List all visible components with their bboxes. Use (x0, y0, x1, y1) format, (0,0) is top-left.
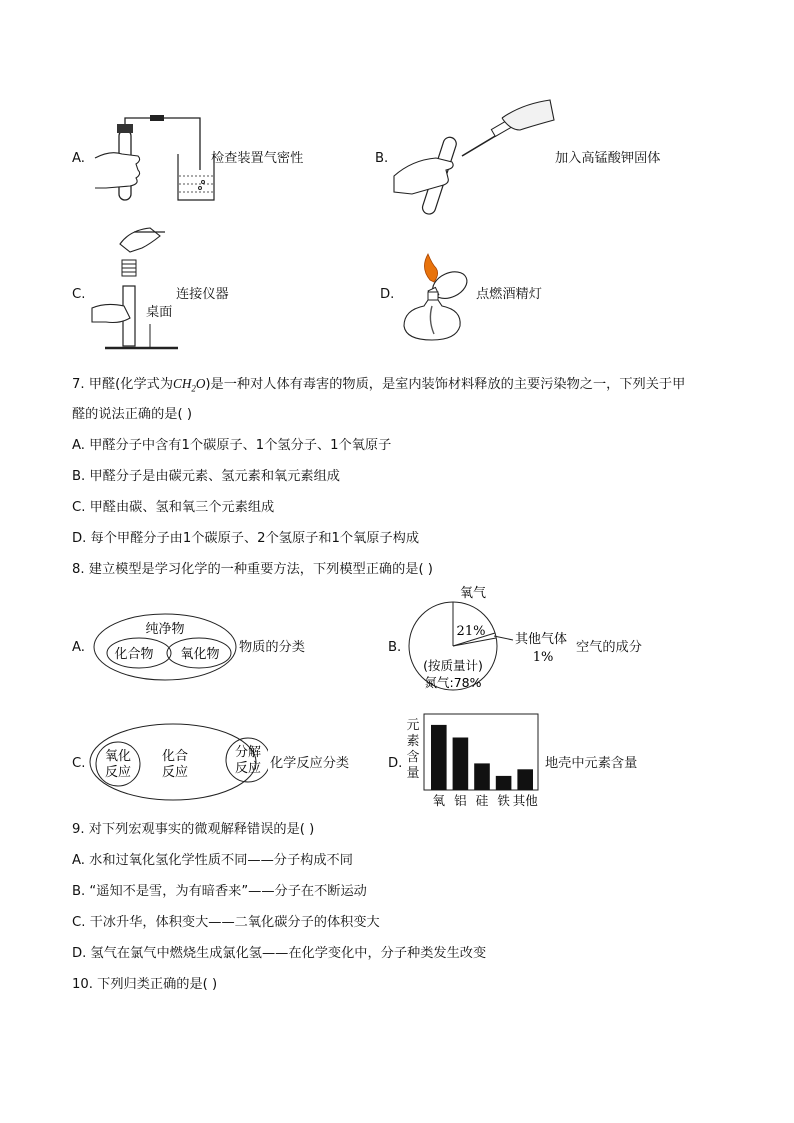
x-tick-label: 铝 (454, 793, 467, 808)
crust-element-bar-chart (422, 712, 542, 810)
ylabel-char: 含 (406, 750, 420, 765)
option-caption: 地壳中元素含量 (545, 756, 638, 771)
option-letter: C. (72, 287, 86, 302)
add-potassium-permanganate-figure (392, 96, 557, 220)
ylabel-char: 元 (406, 718, 420, 733)
option-b: B. “遥知不是雪，为有暗香来”——分子在不断运动 (72, 884, 367, 899)
formula-end: O (195, 376, 206, 391)
option-caption: 加入高锰酸钾固体 (555, 151, 661, 166)
formula-main: CH (173, 376, 192, 391)
ylabel-char: 量 (406, 766, 420, 781)
option-caption: 化学反应分类 (270, 756, 350, 771)
option-b: B. 甲醛分子是由碳元素、氢元素和氧元素组成 (72, 469, 340, 484)
question-stem-line2: 醛的说法正确的是( ) (72, 407, 192, 422)
option-letter: C. (72, 756, 86, 771)
bar-0 (431, 725, 447, 790)
option-letter: A. (72, 151, 85, 166)
option-c: C. 干冰升华，体积变大——二氧化碳分子的体积变大 (72, 915, 380, 930)
option-caption: 连接仪器 (176, 287, 229, 302)
option-letter: D. (388, 756, 403, 771)
x-tick-label: 其他 (512, 793, 538, 808)
x-tick-label: 铁 (497, 793, 510, 808)
bar-2 (474, 763, 490, 790)
decomposition-label-1: 分解 (234, 745, 262, 760)
mass-note: (按质量计) (423, 658, 483, 673)
decomposition-label-2: 反应 (234, 761, 262, 776)
option-d: D. 每个甲醛分子由1个碳原子、2个氢原子和1个氧原子构成 (72, 531, 420, 546)
other-gas-percent: 1% (532, 650, 554, 665)
option-caption: 点燃酒精灯 (476, 287, 542, 302)
option-letter: B. (375, 151, 389, 166)
option-a: A. 甲醛分子中含有1个碳原子、1个氢分子、1个氧原子 (72, 438, 392, 453)
question-stem: 8. 建立模型是学习化学的一种重要方法，下列模型正确的是( ) (72, 562, 433, 577)
alcohol-lamp-figure (398, 250, 478, 346)
outer-label: 纯净物 (145, 622, 185, 637)
combination-label-2: 反应 (161, 765, 189, 780)
bar-4 (517, 769, 533, 790)
question-stem-line1 (72, 375, 685, 398)
stem-text: 7. 甲醛(化学式为 (72, 377, 174, 392)
substance-classification-diagram (92, 612, 238, 682)
oxygen-label: 氧气 (459, 586, 487, 601)
question-10-stem: 10. 下列归类正确的是( ) (72, 977, 218, 992)
left-label: 化合物 (114, 647, 154, 662)
option-letter: B. (388, 640, 402, 655)
x-tick-label: 氧 (432, 793, 446, 808)
question-stem: 9. 对下列宏观事实的微观解释错误的是( ) (72, 822, 315, 837)
ylabel-char: 素 (406, 734, 420, 749)
oxygen-percent: 21% (456, 624, 486, 639)
option-letter: D. (380, 287, 395, 302)
option-caption: 物质的分类 (239, 640, 305, 655)
option-letter: A. (72, 640, 85, 655)
gas-tightness-apparatus-figure (90, 108, 220, 204)
stem-text: )是一种对人体有毒害的物质，是室内装饰材料释放的主要污染物之一，下列关于甲 (205, 377, 686, 392)
table-label: 桌面 (146, 305, 173, 320)
air-composition-pie (405, 580, 575, 700)
bar-1 (453, 738, 469, 791)
oxidation-label-2: 反应 (104, 765, 132, 780)
option-d: D. 氢气在氯气中燃烧生成氯化氢——在化学变化中，分子种类发生改变 (72, 946, 487, 961)
option-caption: 检查装置气密性 (211, 151, 304, 166)
other-gas-label: 其他气体 (515, 632, 568, 647)
formula (173, 376, 206, 394)
nitrogen-label: 氮气:78% (424, 675, 482, 690)
chart-ylabel (406, 718, 420, 782)
combination-label-1: 化合 (161, 749, 189, 764)
option-caption: 空气的成分 (576, 640, 642, 655)
right-label: 氧化物 (180, 647, 220, 662)
bar-3 (496, 776, 512, 790)
x-tick-label: 硅 (475, 793, 489, 808)
option-c: C. 甲醛由碳、氢和氧三个元素组成 (72, 500, 275, 515)
option-a: A. 水和过氧化氢化学性质不同——分子构成不同 (72, 853, 353, 868)
connect-apparatus-figure (90, 226, 180, 354)
formula-sub: 2 (191, 383, 196, 394)
reaction-classification-diagram (88, 722, 268, 802)
oxidation-label-1: 氧化 (104, 749, 132, 764)
